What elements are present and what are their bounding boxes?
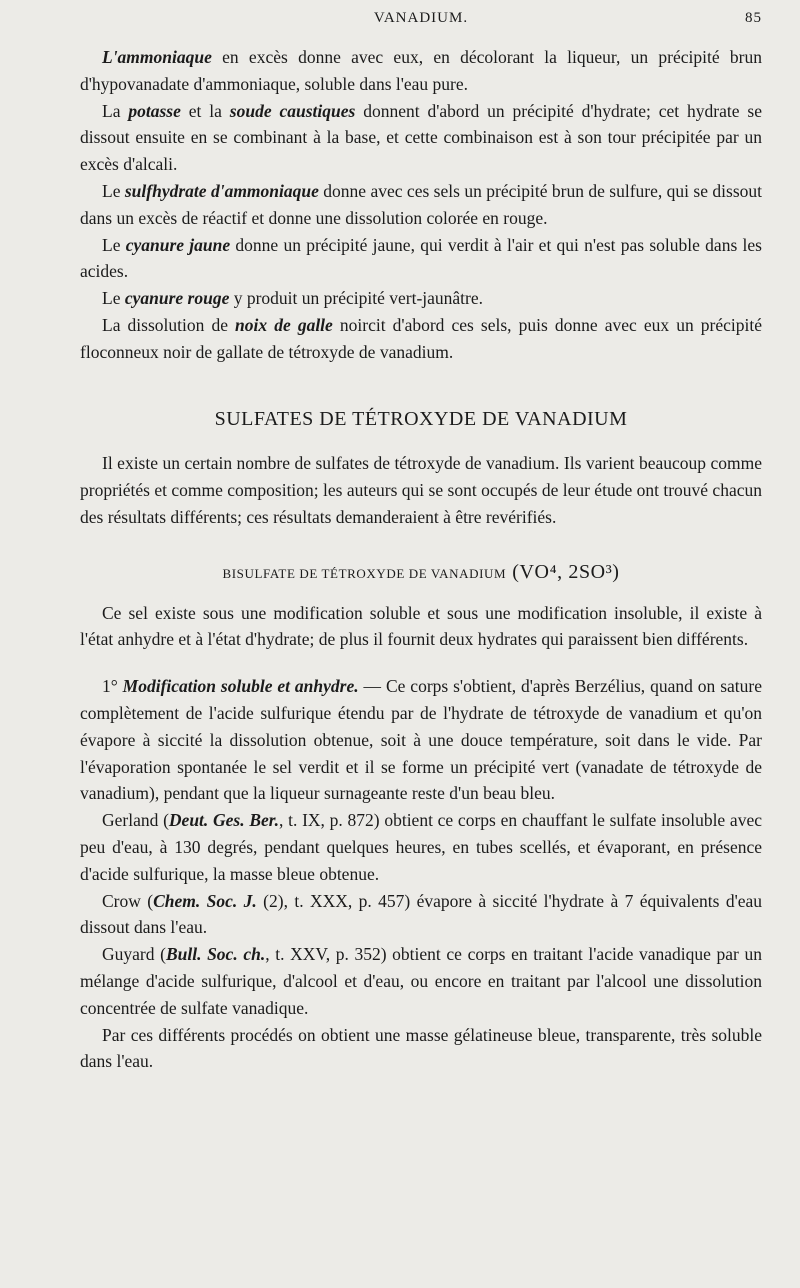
body-text	[80, 44, 762, 1075]
term-sulfhydrate: sulfhydrate d'ammoniaque	[124, 180, 319, 201]
running-title: VANADIUM.	[373, 10, 469, 26]
term-cyanure-rouge: cyanure rouge	[124, 288, 230, 309]
term-soude-caustiques: soude caustiques	[229, 100, 356, 121]
paragraph-cyanure-rouge: Le cyanure rouge y produit un précipité vert-jaunâtre.	[102, 288, 484, 309]
paragraph-subsection-intro: Ce sel existe sous une modification soluble et sous une modification insoluble, il existe à l'état anhydre et à l'état d'hydrate; de plus il fournit deux hydrates qui paraissent bien différents.	[80, 602, 762, 650]
term-noix-de-galle: noix de galle	[235, 314, 333, 335]
paragraph-modification-soluble: 1° Modification soluble et anhydre. — Ce corps s'obtient, d'après Berzélius, quand on sature complètement de l'acide sulfurique étendu par de l'hydrate de tétroxyde de vanadium et qu'on évapore à siccité la dissolution obtenue, soit à une douce température, soit dans le vide. Par l'évaporation spontanée le sel verdit et il se forme un précipité vert (vanadate de tétroxyde de vanadium), pendant que la liqueur surnageante reste d'un beau bleu.	[80, 676, 762, 804]
paragraph-conclusion: Par ces différents procédés on obtient une masse gélatineuse bleue, transparente, très soluble dans l'eau.	[80, 1024, 762, 1072]
term-potasse: potasse	[128, 100, 181, 121]
paragraph-guyard: Guyard (Bull. Soc. ch., t. XXV, p. 352) obtient ce corps en traitant l'acide vanadique par un mélange d'acide sulfurique, d'alcool et d'eau, ou encore en traitant par l'alcool une dissolution concentrée de sulfate vanadique.	[80, 944, 762, 1018]
spacer	[80, 653, 762, 673]
term-cyanure-jaune: cyanure jaune	[125, 234, 231, 255]
citation-gerland: Deut. Ges. Ber.	[168, 810, 280, 831]
paragraph-ammoniaque: L'ammoniaque en excès donne avec eux, en décolorant la liqueur, un précipité brun d'hypovanadate d'ammoniaque, soluble dans l'eau pure.	[80, 47, 762, 94]
term-ammoniaque: L'ammoniaque	[102, 47, 212, 67]
running-head	[80, 10, 762, 32]
subsection-heading	[80, 559, 762, 588]
paragraph-crow: Crow (Chem. Soc. J. (2), t. XXX, p. 457) évapore à siccité l'hydrate à 7 équivalents d'eau dissout dans l'eau.	[80, 890, 763, 938]
chemical-formula: (VO⁴, 2SO³)	[512, 560, 620, 583]
page-number: 85	[745, 10, 762, 26]
paragraph-cyanure-jaune: Le cyanure jaune donne un précipité jaune, qui verdit à l'air et qui n'est pas soluble dans les acides.	[80, 234, 762, 282]
paragraph-noix-de-galle: La dissolution de noix de galle noircit d'abord ces sels, puis donne avec eux un précipité floconneux noir de gallate de tétroxyde de vanadium.	[80, 314, 763, 362]
term-modification-soluble: Modification soluble et anhydre.	[122, 676, 359, 697]
citation-guyard: Bull. Soc. ch.	[165, 944, 266, 965]
subsection-title: BISULFATE DE TÉTROXYDE DE VANADIUM	[222, 565, 507, 581]
paragraph-section-intro: Il existe un certain nombre de sulfates de tétroxyde de vanadium. Ils varient beaucoup comme propriétés et comme composition; les auteurs qui se sont occupés de leur étude ont trouvé chacun des résultats différents; ces résultats demanderaient à être revérifiés.	[80, 453, 762, 527]
paragraph-potasse-soude: La potasse et la soude caustiques donnent d'abord un précipité d'hydrate; cet hydrate se dissout ensuite en se combinant à la base, et cette combinaison est à son tour précipitée par un excès d'alcali.	[80, 100, 762, 175]
paragraph-gerland: Gerland (Deut. Ges. Ber., t. IX, p. 872) obtient ce corps en chauffant le sulfate insoluble avec peu d'eau, à 130 degrés, pendant quelques heures, en tubes scellés, et évaporant, en présence d'acide sulfurique, la masse bleue obtenue.	[80, 810, 762, 884]
citation-crow: Chem. Soc. J.	[153, 890, 257, 911]
section-heading: SULFATES DE TÉTROXYDE DE VANADIUM	[214, 407, 628, 430]
paragraph-sulfhydrate: Le sulfhydrate d'ammoniaque donne avec ces sels un précipité brun de sulfure, qui se dissout dans un excès de réactif et donne une dissolution colorée en rouge.	[80, 180, 762, 228]
